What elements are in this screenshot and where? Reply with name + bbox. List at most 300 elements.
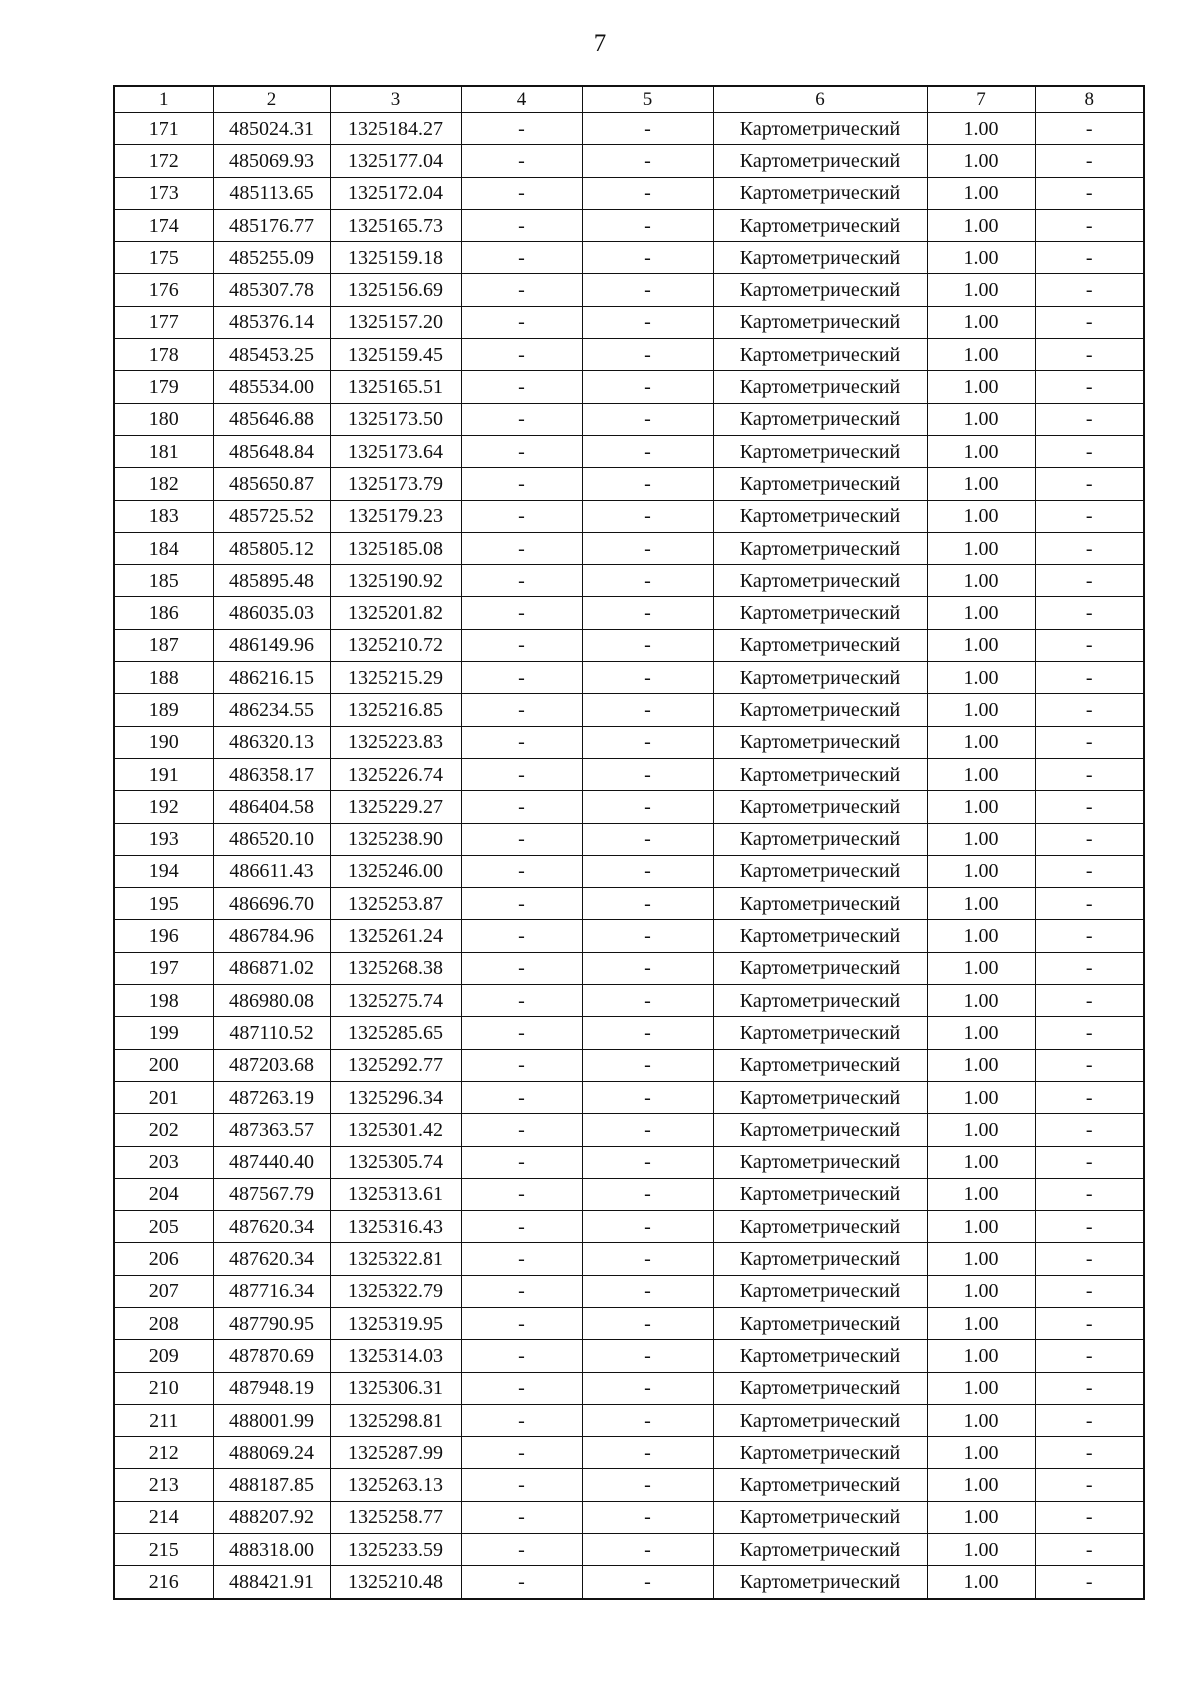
table-cell-col-1: 189	[114, 694, 213, 726]
table-cell-col-8: -	[1035, 1081, 1144, 1113]
table-cell-col-8: -	[1035, 1534, 1144, 1566]
table-cell-col-2: 486871.02	[213, 952, 330, 984]
table-cell-col-2: 486696.70	[213, 888, 330, 920]
table-cell-col-2: 485648.84	[213, 435, 330, 467]
table-cell-col-4: -	[461, 1501, 582, 1533]
table-row	[114, 1404, 1144, 1436]
table-cell-col-1: 208	[114, 1307, 213, 1339]
table-cell-col-1: 184	[114, 532, 213, 564]
table-cell-col-8: -	[1035, 500, 1144, 532]
table-cell-col-8: -	[1035, 1017, 1144, 1049]
table-cell-col-6: Картометрический	[713, 274, 927, 306]
table-cell-col-8: -	[1035, 758, 1144, 790]
table-row	[114, 662, 1144, 694]
table-cell-col-7: 1.00	[927, 726, 1035, 758]
table-cell-col-2: 486320.13	[213, 726, 330, 758]
table-cell-col-6: Картометрический	[713, 532, 927, 564]
table-cell-col-4: -	[461, 1307, 582, 1339]
table-cell-col-6: Картометрический	[713, 371, 927, 403]
table-cell-col-2: 485725.52	[213, 500, 330, 532]
table-cell-col-5: -	[582, 209, 713, 241]
table-row	[114, 1081, 1144, 1113]
table-cell-col-6: Картометрический	[713, 1372, 927, 1404]
table-cell-col-7: 1.00	[927, 1501, 1035, 1533]
table-cell-col-5: -	[582, 694, 713, 726]
table-cell-col-6: Картометрический	[713, 823, 927, 855]
table-cell-col-2: 486035.03	[213, 597, 330, 629]
table-cell-col-5: -	[582, 1275, 713, 1307]
table-cell-col-8: -	[1035, 1372, 1144, 1404]
table-cell-col-3: 1325210.72	[330, 629, 461, 661]
table-cell-col-3: 1325159.18	[330, 242, 461, 274]
table-cell-col-3: 1325173.64	[330, 435, 461, 467]
table-row	[114, 1275, 1144, 1307]
table-cell-col-2: 487363.57	[213, 1114, 330, 1146]
table-cell-col-7: 1.00	[927, 694, 1035, 726]
table-cell-col-3: 1325157.20	[330, 306, 461, 338]
table-cell-col-7: 1.00	[927, 791, 1035, 823]
table-cell-col-3: 1325253.87	[330, 888, 461, 920]
table-cell-col-2: 488207.92	[213, 1501, 330, 1533]
table-cell-col-2: 486404.58	[213, 791, 330, 823]
table-cell-col-1: 203	[114, 1146, 213, 1178]
table-cell-col-4: -	[461, 403, 582, 435]
table-cell-col-3: 1325322.79	[330, 1275, 461, 1307]
table-cell-col-1: 171	[114, 113, 213, 145]
table-cell-col-4: -	[461, 888, 582, 920]
table-cell-col-5: -	[582, 1469, 713, 1501]
table-row	[114, 920, 1144, 952]
table-cell-col-8: -	[1035, 1049, 1144, 1081]
column-header-1: 1	[114, 86, 213, 113]
table-cell-col-4: -	[461, 758, 582, 790]
table-cell-col-7: 1.00	[927, 177, 1035, 209]
table-cell-col-4: -	[461, 1243, 582, 1275]
table-cell-col-6: Картометрический	[713, 1307, 927, 1339]
table-cell-col-2: 485255.09	[213, 242, 330, 274]
table-cell-col-2: 486520.10	[213, 823, 330, 855]
table-cell-col-1: 214	[114, 1501, 213, 1533]
table-cell-col-2: 486149.96	[213, 629, 330, 661]
table-cell-col-2: 488001.99	[213, 1404, 330, 1436]
table-cell-col-7: 1.00	[927, 145, 1035, 177]
table-cell-col-1: 181	[114, 435, 213, 467]
table-cell-col-1: 199	[114, 1017, 213, 1049]
table-cell-col-3: 1325216.85	[330, 694, 461, 726]
table-row	[114, 1211, 1144, 1243]
table-cell-col-4: -	[461, 791, 582, 823]
table-cell-col-4: -	[461, 1340, 582, 1372]
table-row	[114, 758, 1144, 790]
table-cell-col-6: Картометрический	[713, 1534, 927, 1566]
table-cell-col-1: 180	[114, 403, 213, 435]
table-cell-col-6: Картометрический	[713, 209, 927, 241]
table-cell-col-5: -	[582, 1404, 713, 1436]
table-cell-col-6: Картометрический	[713, 500, 927, 532]
table-cell-col-3: 1325201.82	[330, 597, 461, 629]
table-cell-col-8: -	[1035, 1178, 1144, 1210]
table-cell-col-5: -	[582, 306, 713, 338]
table-row	[114, 468, 1144, 500]
table-cell-col-3: 1325185.08	[330, 532, 461, 564]
table-row	[114, 209, 1144, 241]
table-row	[114, 371, 1144, 403]
table-row	[114, 694, 1144, 726]
coordinates-table	[113, 85, 1145, 1600]
table-cell-col-7: 1.00	[927, 113, 1035, 145]
table-cell-col-7: 1.00	[927, 1469, 1035, 1501]
table-cell-col-1: 186	[114, 597, 213, 629]
table-cell-col-5: -	[582, 1501, 713, 1533]
table-cell-col-8: -	[1035, 1243, 1144, 1275]
table-cell-col-3: 1325322.81	[330, 1243, 461, 1275]
table-row	[114, 791, 1144, 823]
table-cell-col-1: 216	[114, 1566, 213, 1599]
table-cell-col-3: 1325292.77	[330, 1049, 461, 1081]
table-cell-col-1: 175	[114, 242, 213, 274]
table-cell-col-5: -	[582, 1017, 713, 1049]
table-cell-col-3: 1325233.59	[330, 1534, 461, 1566]
table-cell-col-1: 200	[114, 1049, 213, 1081]
table-cell-col-4: -	[461, 1146, 582, 1178]
table-row	[114, 1372, 1144, 1404]
table-cell-col-8: -	[1035, 145, 1144, 177]
table-cell-col-8: -	[1035, 597, 1144, 629]
table-cell-col-3: 1325314.03	[330, 1340, 461, 1372]
table-cell-col-5: -	[582, 1081, 713, 1113]
table-cell-col-7: 1.00	[927, 1211, 1035, 1243]
table-cell-col-1: 173	[114, 177, 213, 209]
table-row	[114, 1146, 1144, 1178]
table-cell-col-1: 195	[114, 888, 213, 920]
table-cell-col-4: -	[461, 952, 582, 984]
table-cell-col-7: 1.00	[927, 1340, 1035, 1372]
table-cell-col-5: -	[582, 1372, 713, 1404]
table-cell-col-6: Картометрический	[713, 1501, 927, 1533]
table-cell-col-4: -	[461, 306, 582, 338]
table-cell-col-5: -	[582, 145, 713, 177]
table-cell-col-4: -	[461, 823, 582, 855]
table-row	[114, 597, 1144, 629]
table-cell-col-7: 1.00	[927, 888, 1035, 920]
table-cell-col-6: Картометрический	[713, 1081, 927, 1113]
table-cell-col-8: -	[1035, 1469, 1144, 1501]
table-cell-col-7: 1.00	[927, 274, 1035, 306]
table-cell-col-3: 1325275.74	[330, 985, 461, 1017]
header-row	[114, 86, 1144, 113]
table-cell-col-7: 1.00	[927, 500, 1035, 532]
table-cell-col-3: 1325190.92	[330, 565, 461, 597]
table-cell-col-7: 1.00	[927, 403, 1035, 435]
table-cell-col-7: 1.00	[927, 823, 1035, 855]
table-cell-col-3: 1325238.90	[330, 823, 461, 855]
table-row	[114, 1501, 1144, 1533]
table-cell-col-7: 1.00	[927, 1178, 1035, 1210]
table-cell-col-6: Картометрический	[713, 1566, 927, 1599]
table-cell-col-2: 485650.87	[213, 468, 330, 500]
table-cell-col-2: 488069.24	[213, 1437, 330, 1469]
table-cell-col-3: 1325156.69	[330, 274, 461, 306]
table-cell-col-2: 487263.19	[213, 1081, 330, 1113]
table-cell-col-4: -	[461, 920, 582, 952]
table-cell-col-7: 1.00	[927, 209, 1035, 241]
table-cell-col-3: 1325173.50	[330, 403, 461, 435]
table-row	[114, 1017, 1144, 1049]
table-cell-col-5: -	[582, 500, 713, 532]
column-header-3: 3	[330, 86, 461, 113]
table-row	[114, 952, 1144, 984]
table-row	[114, 1114, 1144, 1146]
table-cell-col-2: 486358.17	[213, 758, 330, 790]
table-cell-col-8: -	[1035, 662, 1144, 694]
table-cell-col-3: 1325313.61	[330, 1178, 461, 1210]
table-cell-col-1: 206	[114, 1243, 213, 1275]
table-cell-col-7: 1.00	[927, 1243, 1035, 1275]
table-cell-col-8: -	[1035, 1114, 1144, 1146]
table-cell-col-6: Картометрический	[713, 1049, 927, 1081]
table-cell-col-5: -	[582, 726, 713, 758]
table-cell-col-7: 1.00	[927, 339, 1035, 371]
table-row	[114, 823, 1144, 855]
table-row	[114, 1534, 1144, 1566]
table-cell-col-6: Картометрический	[713, 113, 927, 145]
table-cell-col-3: 1325229.27	[330, 791, 461, 823]
table-cell-col-1: 185	[114, 565, 213, 597]
table-cell-col-2: 488187.85	[213, 1469, 330, 1501]
table-cell-col-6: Картометрический	[713, 1469, 927, 1501]
table-cell-col-8: -	[1035, 726, 1144, 758]
table-cell-col-3: 1325301.42	[330, 1114, 461, 1146]
table-cell-col-6: Картометрический	[713, 758, 927, 790]
table-cell-col-5: -	[582, 468, 713, 500]
table-cell-col-2: 485376.14	[213, 306, 330, 338]
table-cell-col-2: 486980.08	[213, 985, 330, 1017]
table-cell-col-1: 204	[114, 1178, 213, 1210]
table-cell-col-8: -	[1035, 1340, 1144, 1372]
table-cell-col-5: -	[582, 823, 713, 855]
table-cell-col-7: 1.00	[927, 1081, 1035, 1113]
table-cell-col-2: 487716.34	[213, 1275, 330, 1307]
table-cell-col-2: 487620.34	[213, 1243, 330, 1275]
table-cell-col-1: 205	[114, 1211, 213, 1243]
table-cell-col-7: 1.00	[927, 662, 1035, 694]
table-cell-col-1: 215	[114, 1534, 213, 1566]
table-cell-col-6: Картометрический	[713, 242, 927, 274]
table-cell-col-6: Картометрический	[713, 629, 927, 661]
table-row	[114, 1049, 1144, 1081]
table-cell-col-4: -	[461, 726, 582, 758]
table-cell-col-8: -	[1035, 177, 1144, 209]
table-cell-col-7: 1.00	[927, 1404, 1035, 1436]
table-cell-col-7: 1.00	[927, 1437, 1035, 1469]
table-cell-col-3: 1325223.83	[330, 726, 461, 758]
table-cell-col-8: -	[1035, 920, 1144, 952]
table-cell-col-7: 1.00	[927, 855, 1035, 887]
table-cell-col-3: 1325246.00	[330, 855, 461, 887]
table-cell-col-1: 194	[114, 855, 213, 887]
table-cell-col-7: 1.00	[927, 1146, 1035, 1178]
table-cell-col-5: -	[582, 1178, 713, 1210]
table-cell-col-5: -	[582, 274, 713, 306]
table-cell-col-5: -	[582, 1307, 713, 1339]
table-cell-col-6: Картометрический	[713, 694, 927, 726]
table-cell-col-3: 1325226.74	[330, 758, 461, 790]
table-cell-col-6: Картометрический	[713, 1275, 927, 1307]
table-row	[114, 274, 1144, 306]
table-cell-col-4: -	[461, 242, 582, 274]
table-cell-col-7: 1.00	[927, 1114, 1035, 1146]
table-cell-col-6: Картометрический	[713, 1178, 927, 1210]
table-cell-col-1: 193	[114, 823, 213, 855]
table-cell-col-8: -	[1035, 952, 1144, 984]
table-row	[114, 532, 1144, 564]
table-cell-col-5: -	[582, 242, 713, 274]
table-row	[114, 565, 1144, 597]
table-cell-col-5: -	[582, 920, 713, 952]
table-cell-col-6: Картометрический	[713, 1404, 927, 1436]
table-cell-col-8: -	[1035, 1211, 1144, 1243]
table-cell-col-2: 487870.69	[213, 1340, 330, 1372]
table-cell-col-2: 487110.52	[213, 1017, 330, 1049]
table-cell-col-4: -	[461, 500, 582, 532]
table-cell-col-3: 1325215.29	[330, 662, 461, 694]
table-cell-col-5: -	[582, 565, 713, 597]
table-cell-col-6: Картометрический	[713, 1211, 927, 1243]
table-cell-col-7: 1.00	[927, 306, 1035, 338]
table-cell-col-1: 191	[114, 758, 213, 790]
table-cell-col-8: -	[1035, 823, 1144, 855]
table-cell-col-1: 210	[114, 1372, 213, 1404]
table-cell-col-5: -	[582, 629, 713, 661]
table-cell-col-4: -	[461, 339, 582, 371]
table-cell-col-1: 188	[114, 662, 213, 694]
table-cell-col-1: 198	[114, 985, 213, 1017]
table-cell-col-8: -	[1035, 242, 1144, 274]
table-row	[114, 242, 1144, 274]
table-cell-col-1: 172	[114, 145, 213, 177]
table-cell-col-1: 178	[114, 339, 213, 371]
table-cell-col-5: -	[582, 177, 713, 209]
table-cell-col-8: -	[1035, 1307, 1144, 1339]
table-cell-col-2: 488421.91	[213, 1566, 330, 1599]
table-cell-col-4: -	[461, 1404, 582, 1436]
table-cell-col-3: 1325316.43	[330, 1211, 461, 1243]
table-cell-col-8: -	[1035, 888, 1144, 920]
table-cell-col-3: 1325268.38	[330, 952, 461, 984]
table-cell-col-4: -	[461, 1049, 582, 1081]
table-cell-col-6: Картометрический	[713, 1437, 927, 1469]
table-row	[114, 1243, 1144, 1275]
table-cell-col-8: -	[1035, 435, 1144, 467]
table-cell-col-6: Картометрический	[713, 726, 927, 758]
table-cell-col-7: 1.00	[927, 597, 1035, 629]
table-row	[114, 177, 1144, 209]
table-body	[114, 113, 1144, 1599]
table-cell-col-1: 196	[114, 920, 213, 952]
column-header-2: 2	[213, 86, 330, 113]
table-cell-col-3: 1325165.51	[330, 371, 461, 403]
table-cell-col-8: -	[1035, 306, 1144, 338]
table-cell-col-3: 1325210.48	[330, 1566, 461, 1599]
table-cell-col-2: 485024.31	[213, 113, 330, 145]
table-cell-col-8: -	[1035, 1566, 1144, 1599]
table-cell-col-6: Картометрический	[713, 791, 927, 823]
table-cell-col-7: 1.00	[927, 1566, 1035, 1599]
table-cell-col-8: -	[1035, 694, 1144, 726]
table-cell-col-7: 1.00	[927, 1307, 1035, 1339]
table-cell-col-5: -	[582, 403, 713, 435]
table-cell-col-5: -	[582, 1114, 713, 1146]
column-header-4: 4	[461, 86, 582, 113]
table-row	[114, 113, 1144, 145]
table-cell-col-5: -	[582, 371, 713, 403]
table-cell-col-8: -	[1035, 565, 1144, 597]
table-cell-col-1: 183	[114, 500, 213, 532]
table-cell-col-3: 1325165.73	[330, 209, 461, 241]
table-cell-col-4: -	[461, 1437, 582, 1469]
table-cell-col-1: 192	[114, 791, 213, 823]
table-cell-col-6: Картометрический	[713, 1017, 927, 1049]
column-header-6: 6	[713, 86, 927, 113]
table-cell-col-3: 1325172.04	[330, 177, 461, 209]
table-cell-col-2: 487948.19	[213, 1372, 330, 1404]
table-cell-col-8: -	[1035, 113, 1144, 145]
table-cell-col-4: -	[461, 985, 582, 1017]
table-cell-col-8: -	[1035, 1501, 1144, 1533]
table-cell-col-2: 485646.88	[213, 403, 330, 435]
table-row	[114, 1566, 1144, 1599]
table-cell-col-4: -	[461, 468, 582, 500]
table-row	[114, 985, 1144, 1017]
table-cell-col-6: Картометрический	[713, 662, 927, 694]
table-cell-col-6: Картометрический	[713, 1146, 927, 1178]
table-cell-col-1: 177	[114, 306, 213, 338]
table-cell-col-1: 176	[114, 274, 213, 306]
table-cell-col-1: 202	[114, 1114, 213, 1146]
table-cell-col-4: -	[461, 1178, 582, 1210]
table-cell-col-5: -	[582, 855, 713, 887]
table-cell-col-5: -	[582, 1534, 713, 1566]
table-cell-col-4: -	[461, 435, 582, 467]
table-cell-col-7: 1.00	[927, 468, 1035, 500]
table-cell-col-5: -	[582, 758, 713, 790]
table-cell-col-7: 1.00	[927, 371, 1035, 403]
table-cell-col-1: 201	[114, 1081, 213, 1113]
table-cell-col-2: 487203.68	[213, 1049, 330, 1081]
column-header-5: 5	[582, 86, 713, 113]
table-cell-col-4: -	[461, 1081, 582, 1113]
table-cell-col-5: -	[582, 1049, 713, 1081]
table-cell-col-2: 486216.15	[213, 662, 330, 694]
table-row	[114, 1178, 1144, 1210]
table-cell-col-2: 485534.00	[213, 371, 330, 403]
table-cell-col-1: 174	[114, 209, 213, 241]
table-cell-col-5: -	[582, 1566, 713, 1599]
table-cell-col-2: 485069.93	[213, 145, 330, 177]
table-cell-col-1: 190	[114, 726, 213, 758]
table-cell-col-5: -	[582, 113, 713, 145]
table-cell-col-4: -	[461, 694, 582, 726]
table-row	[114, 145, 1144, 177]
table-row	[114, 403, 1144, 435]
table-cell-col-3: 1325177.04	[330, 145, 461, 177]
table-cell-col-5: -	[582, 339, 713, 371]
table-cell-col-7: 1.00	[927, 242, 1035, 274]
table-cell-col-8: -	[1035, 791, 1144, 823]
table-cell-col-3: 1325298.81	[330, 1404, 461, 1436]
table-cell-col-6: Картометрический	[713, 468, 927, 500]
table-cell-col-6: Картометрический	[713, 1340, 927, 1372]
